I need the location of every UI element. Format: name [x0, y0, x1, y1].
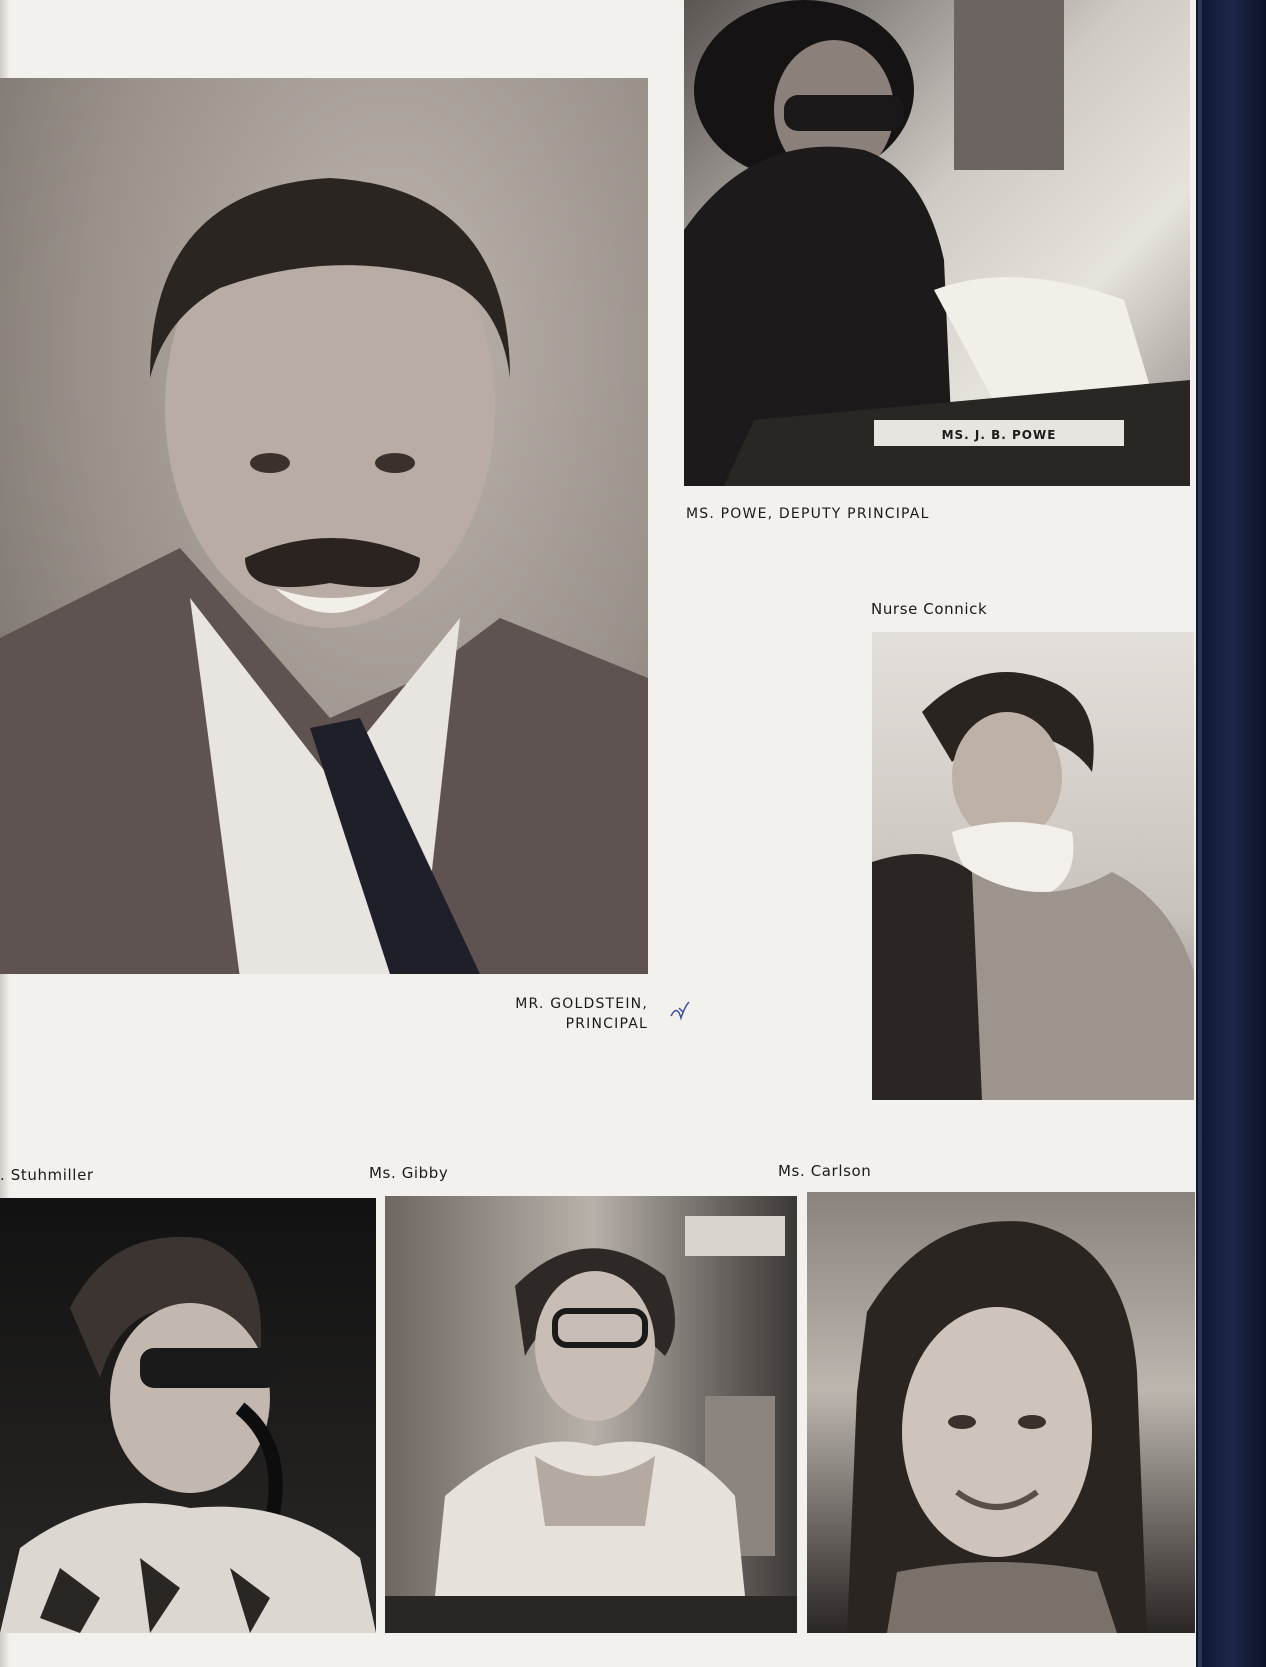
caption-carlson: Ms. Carlson	[778, 1162, 872, 1180]
caption-stuhmiller: . Stuhmiller	[0, 1166, 94, 1184]
caption-powe: MS. POWE, DEPUTY PRINCIPAL	[686, 506, 930, 522]
connick-figure	[872, 632, 1194, 1100]
caption-connick: Nurse Connick	[871, 600, 988, 618]
photo-gibby	[385, 1196, 797, 1633]
book-binding	[1196, 0, 1266, 1667]
photo-carlson	[807, 1192, 1195, 1633]
nameplate-text: MS. J. B. POWE	[941, 428, 1057, 442]
photo-powe	[684, 0, 1190, 486]
binding-seam	[1198, 0, 1202, 1667]
caption-goldstein-name: MR. GOLDSTEIN,	[515, 996, 648, 1012]
powe-figure	[684, 0, 1190, 486]
photo-connick	[872, 632, 1194, 1100]
caption-goldstein-title: PRINCIPAL	[565, 1016, 648, 1032]
photo-stuhmiller	[0, 1198, 376, 1633]
pen-mark-icon	[667, 998, 693, 1024]
goldstein-figure	[0, 78, 648, 974]
stuhmiller-figure	[0, 1198, 376, 1633]
carlson-figure	[807, 1192, 1195, 1633]
photo-goldstein	[0, 78, 648, 974]
gibby-figure	[385, 1196, 797, 1633]
caption-gibby: Ms. Gibby	[369, 1164, 449, 1182]
caption-goldstein	[500, 994, 648, 1034]
